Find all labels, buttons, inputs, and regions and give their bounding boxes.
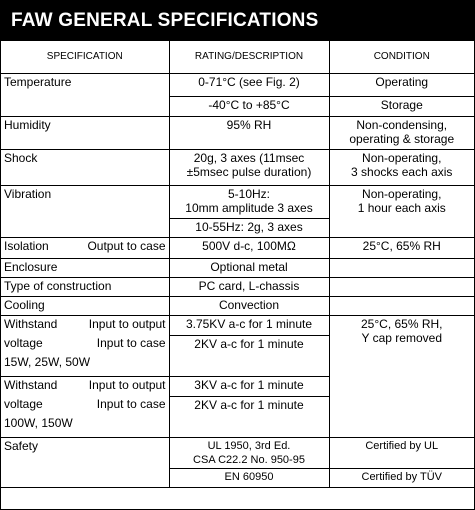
table-row [1,259,474,278]
shock-value [169,150,329,186]
withstand-b-value1: 3KV a-c for 1 minute [169,377,329,397]
shock-label: Shock [1,150,169,186]
isolation-value: 500V d-c, 100MΩ [169,238,329,259]
isolation-condition: 25°C, 65% RH [329,238,474,259]
safety-tuv-condition: Certified by TÜV [329,469,474,488]
withstand-b-sub2: Input to case [96,397,166,411]
enclosure-label: Enclosure [1,259,169,278]
withstand-b-value2: 2KV a-c for 1 minute [169,397,329,438]
table-row [1,186,474,219]
construction-condition [329,278,474,297]
construction-value: PC card, L-chassis [169,278,329,297]
temperature-label: Temperature [1,74,169,117]
humidity-condition-line1: Non-condensing, [356,118,448,132]
header-condition: CONDITION [329,41,474,74]
vibration-value1-line1: 5-10Hz: [227,187,271,201]
table-row [1,117,474,150]
withstand-condition [329,316,474,438]
enclosure-value: Optional metal [169,259,329,278]
safety-ul-line2: CSA C22.2 No. 950-95 [193,454,305,466]
humidity-condition-line2: operating & storage [349,132,455,146]
spec-table [1,41,474,488]
safety-ul-value [169,438,329,469]
withstand-a-word2: voltage [4,336,43,350]
safety-label: Safety [1,438,169,488]
withstand-a-models: 15W, 25W, 50W [4,355,91,369]
withstand-condition-line2: Y cap removed [361,331,442,345]
safety-ul-line1: UL 1950, 3rd Ed. [207,440,291,452]
withstand-condition-line1: 25°C, 65% RH, [361,317,443,331]
enclosure-condition [329,259,474,278]
isolation-sublabel: Output to case [87,239,166,253]
withstand-b-sub1: Input to output [88,378,166,392]
vibration-value1 [169,186,329,219]
construction-label: Type of construction [1,278,169,297]
vibration-value1-line2: 10mm amplitude 3 axes [185,201,313,215]
withstand-a-sub1: Input to output [88,317,166,331]
withstand-b-word2: voltage [4,397,43,411]
table-row [1,316,474,336]
isolation-label-cell [1,238,169,259]
header-rating: RATING/DESCRIPTION [169,41,329,74]
table-row [1,74,474,97]
temperature-storage-condition: Storage [329,97,474,117]
vibration-value2: 10-55Hz: 2g, 3 axes [169,219,329,238]
isolation-label: Isolation [4,239,49,253]
vibration-condition-line1: Non-operating, [362,187,442,201]
temperature-operating-condition: Operating [329,74,474,97]
cooling-label: Cooling [1,297,169,316]
withstand-b-models: 100W, 150W [4,416,73,430]
temperature-operating-value: 0-71°C (see Fig. 2) [169,74,329,97]
humidity-value: 95% RH [169,117,329,150]
withstand-a-value1: 3.75KV a-c for 1 minute [169,316,329,336]
header-row [1,41,474,74]
shock-value-line2: ±5msec pulse duration) [186,165,312,179]
table-row [1,278,474,297]
vibration-label: Vibration [1,186,169,238]
safety-ul-condition: Certified by UL [329,438,474,469]
shock-condition-line1: Non-operating, [362,151,442,165]
temperature-storage-value: -40°C to +85°C [169,97,329,117]
cooling-value: Convection [169,297,329,316]
withstand-b-label-cell [1,377,169,438]
table-row [1,438,474,469]
table-row [1,297,474,316]
cooling-condition [329,297,474,316]
header-specification: SPECIFICATION [1,41,169,74]
safety-tuv-value: EN 60950 [169,469,329,488]
table-row [1,150,474,186]
withstand-a-label-cell [1,316,169,377]
withstand-a-word1: Withstand [4,317,58,331]
table-row [1,238,474,259]
withstand-a-value2: 2KV a-c for 1 minute [169,336,329,377]
withstand-a-sub2: Input to case [96,336,166,350]
vibration-condition-line2: 1 hour each axis [357,201,446,215]
humidity-condition [329,117,474,150]
shock-condition [329,150,474,186]
shock-condition-line2: 3 shocks each axis [351,165,453,179]
withstand-b-word1: Withstand [4,378,58,392]
vibration-condition [329,186,474,238]
shock-value-line1: 20g, 3 axes (11msec [193,151,305,165]
page-title: FAW GENERAL SPECIFICATIONS [1,1,474,41]
humidity-label: Humidity [1,117,169,150]
